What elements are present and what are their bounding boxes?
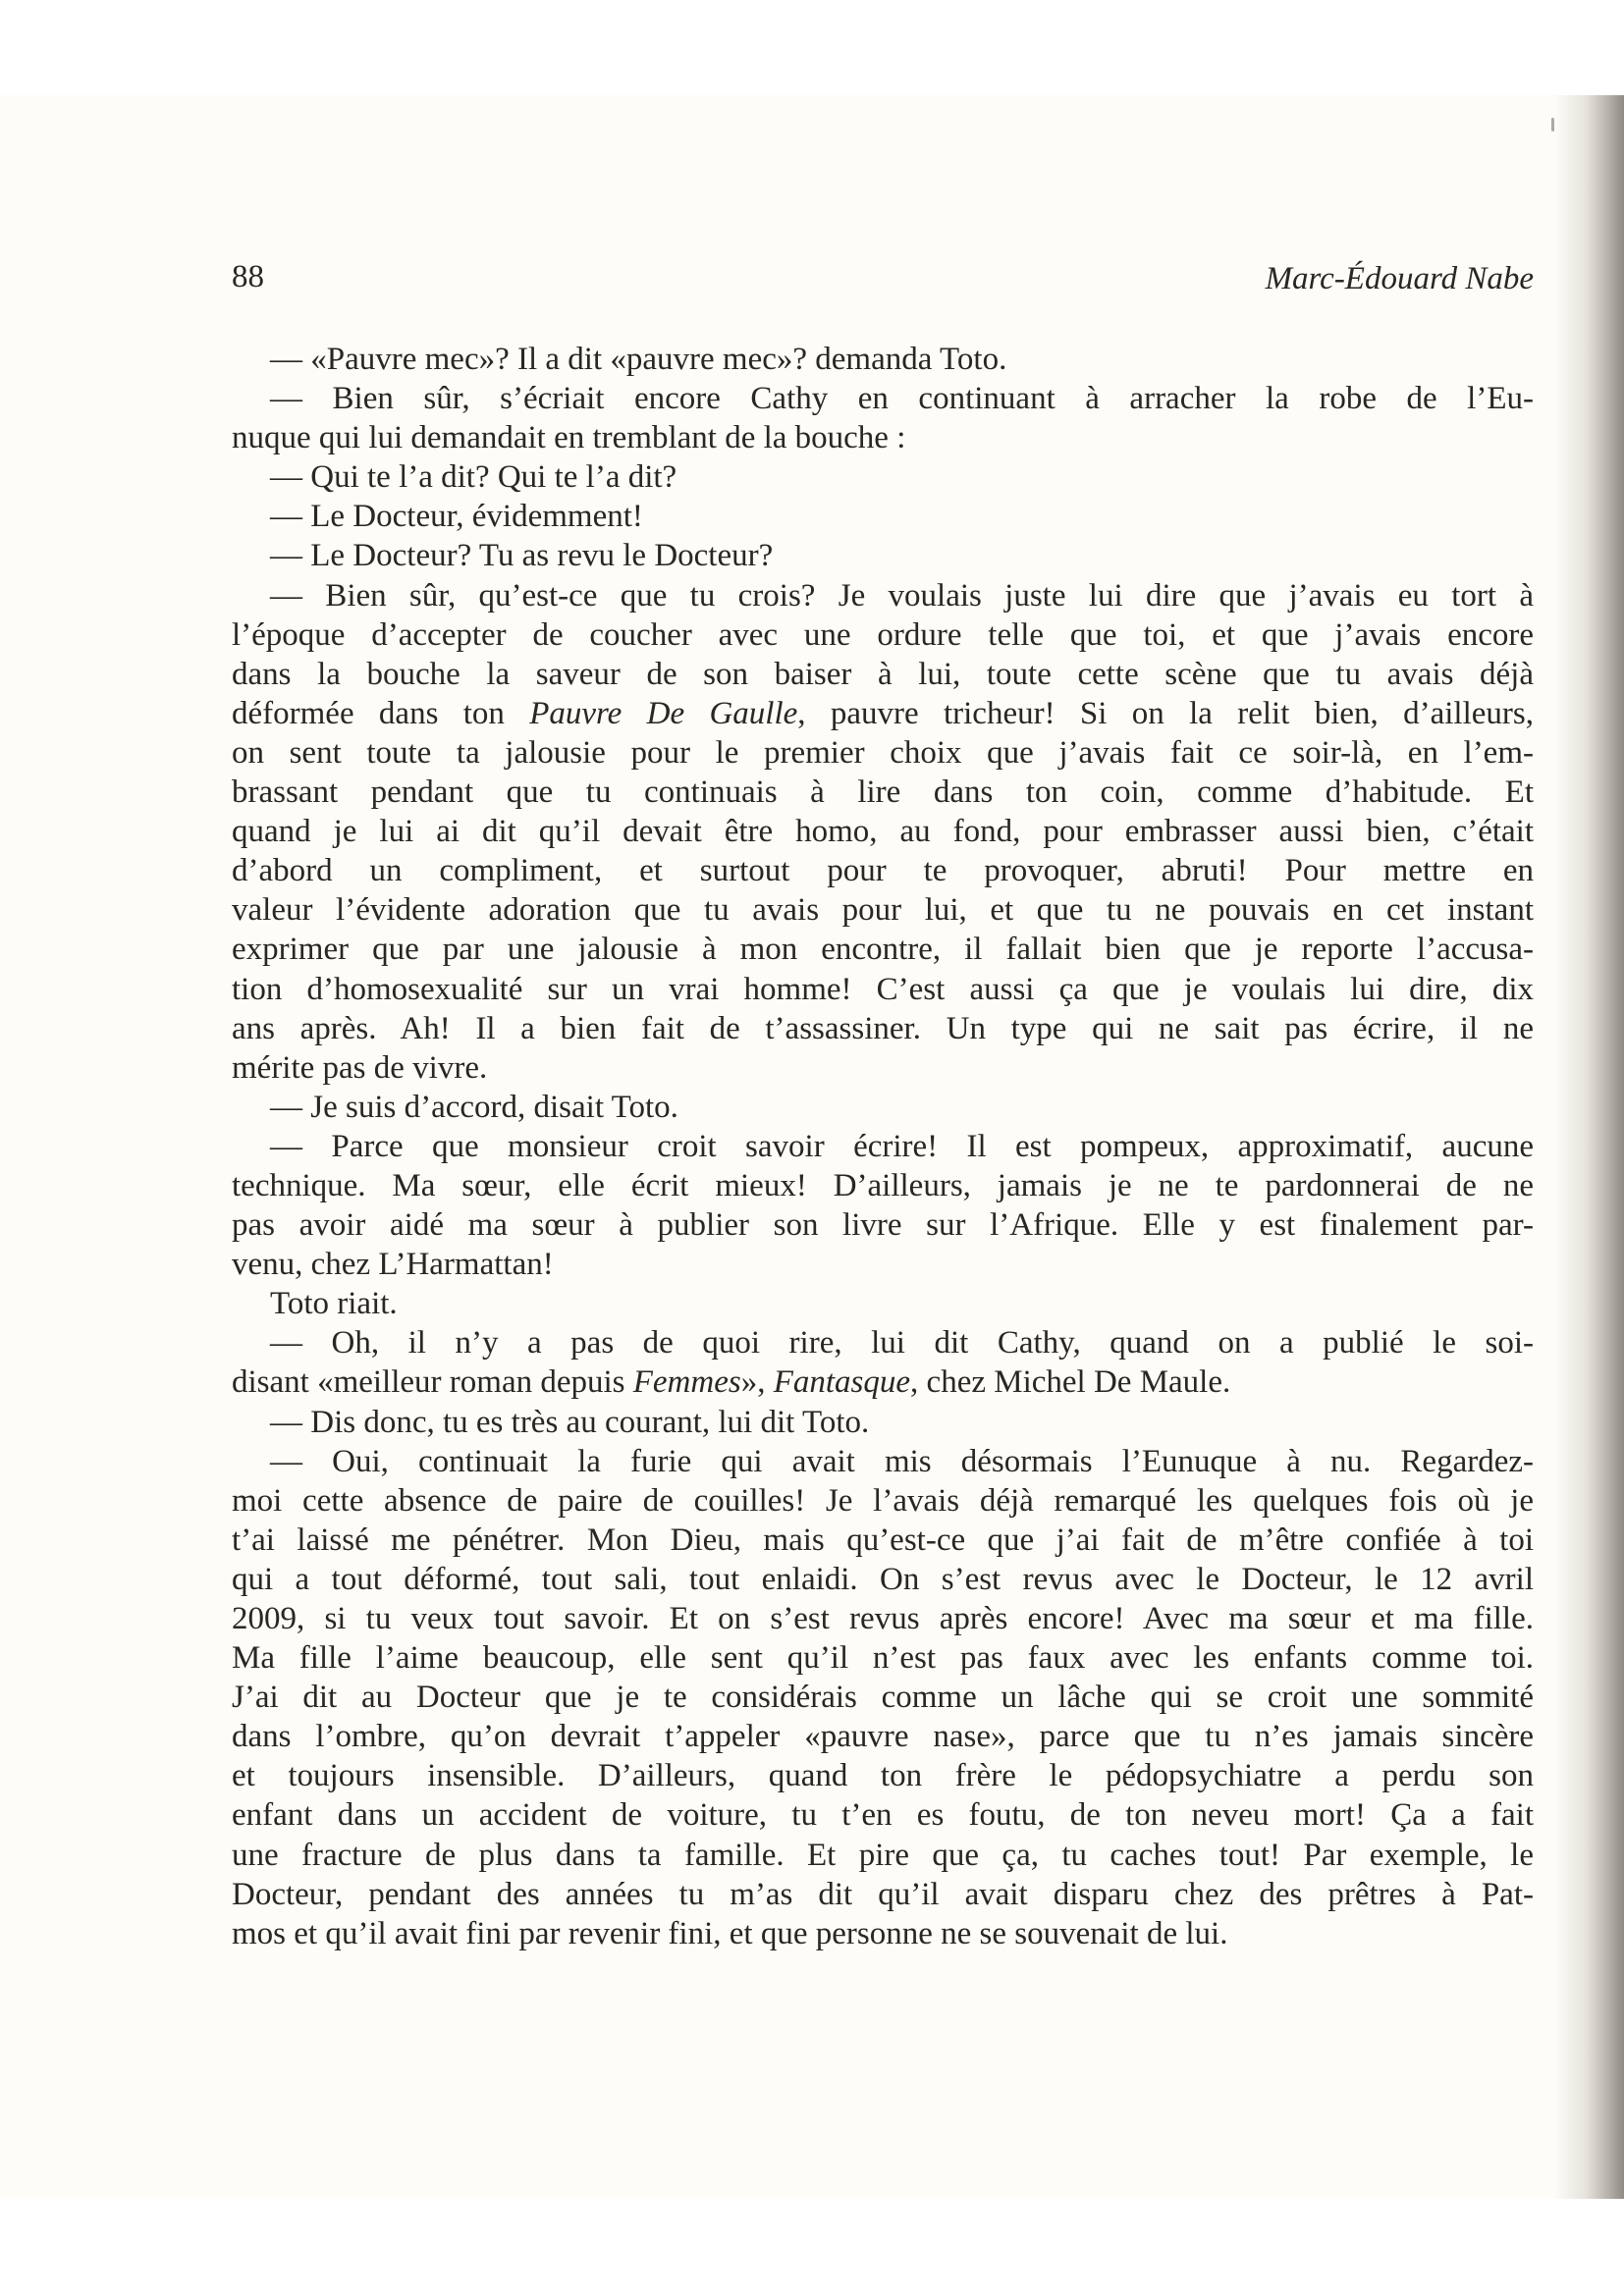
text-line xyxy=(232,733,1534,773)
text-line xyxy=(232,851,1534,890)
text-segment: dans la bouche la saveur de son baiser à lui, toute cette scène que tu avais déjà xyxy=(232,656,1534,692)
text-line xyxy=(232,1245,1534,1284)
text-segment: disant «meilleur roman depuis xyxy=(232,1364,633,1401)
text-segment: une fracture de plus dans ta famille. Et pire que ça, tu caches tout! Par exemple, le xyxy=(232,1837,1534,1873)
ink-speck xyxy=(1551,118,1554,132)
body-text xyxy=(232,340,1534,1953)
running-head xyxy=(232,257,1534,306)
text-line xyxy=(232,812,1534,851)
text-segment: ans après. Ah! Il a bien fait de t’assassiner. Un type qui ne sait pas écrire, il ne xyxy=(232,1010,1534,1046)
text-segment: tion d’homosexualité sur un vrai homme! C’est aussi ça que je voulais lui dire, dix xyxy=(232,971,1534,1007)
text-line xyxy=(232,457,1534,497)
text-line xyxy=(232,694,1534,733)
text-segment: dans l’ombre, qu’on devrait t’appeler «pauvre nase», parce que tu n’es jamais sincère xyxy=(232,1719,1534,1755)
text-line xyxy=(232,1756,1534,1795)
text-line xyxy=(232,930,1534,969)
text-segment: Toto riait. xyxy=(270,1286,398,1322)
text-segment: — Le Docteur? Tu as revu le Docteur? xyxy=(270,538,774,574)
text-line xyxy=(232,970,1534,1009)
running-head-author: Marc-Édouard Nabe xyxy=(1265,261,1534,296)
binding-shadow xyxy=(1555,95,1624,2199)
text-line xyxy=(232,1875,1534,1914)
text-segment: Ma fille l’aime beaucoup, elle sent qu’il n’est pas faux avec les enfants comme toi. xyxy=(232,1640,1534,1677)
text-segment: moi cette absence de paire de couilles! Je l’avais déjà remarqué les quelques fois où je xyxy=(232,1482,1534,1519)
text-segment: , pauvre tricheur! Si on la relit bien, d’ailleurs, xyxy=(797,695,1534,731)
text-line xyxy=(232,1284,1534,1323)
text-line xyxy=(232,655,1534,694)
text-segment: — Le Docteur, évidemment! xyxy=(270,499,643,535)
text-line xyxy=(232,890,1534,930)
text-segment: t’ai laissé me pénétrer. Mon Dieu, mais qu’est-ce que j’ai fait de m’être confiée à toi xyxy=(232,1522,1534,1558)
italic-title: Femmes xyxy=(632,1364,741,1401)
text-segment: mérite pas de vivre. xyxy=(232,1049,488,1086)
text-line xyxy=(232,497,1534,536)
text-segment: venu, chez L’Harmattan! xyxy=(232,1247,554,1283)
text-line xyxy=(232,536,1534,575)
text-segment: — Parce que monsieur croit savoir écrire! Il est pompeux, approximatif, aucune xyxy=(270,1128,1534,1164)
text-line xyxy=(232,1127,1534,1166)
text-line xyxy=(232,1914,1534,1953)
text-line xyxy=(232,773,1534,812)
text-line xyxy=(232,1442,1534,1481)
text-line xyxy=(232,340,1534,379)
text-line xyxy=(232,1795,1534,1835)
text-line xyxy=(232,1323,1534,1362)
text-segment: nuque qui lui demandait en tremblant de la bouche : xyxy=(232,420,906,456)
italic-title: Pauvre De Gaulle xyxy=(529,695,798,731)
text-segment: — Oh, il n’y a pas de quoi rire, lui dit Cathy, quand on a publié le soi- xyxy=(270,1325,1534,1362)
text-segment: , chez Michel De Maule. xyxy=(910,1364,1231,1401)
italic-title: Fantasque xyxy=(773,1364,911,1401)
text-line xyxy=(232,1836,1534,1875)
text-segment: — Qui te l’a dit? Qui te l’a dit? xyxy=(270,459,677,496)
text-line xyxy=(232,1205,1534,1245)
text-line xyxy=(232,1088,1534,1127)
text-segment: quand je lui ai dit qu’il devait être homo, au fond, pour embrasser aussi bien, c’était xyxy=(232,814,1534,850)
text-line xyxy=(232,418,1534,457)
text-segment: on sent toute ta jalousie pour le premier choix que j’avais fait ce soir-là, en l’em- xyxy=(232,734,1534,771)
text-segment: enfant dans un accident de voiture, tu t’en es foutu, de ton neveu mort! Ça a fait xyxy=(232,1797,1534,1834)
text-segment: — «Pauvre mec»? Il a dit «pauvre mec»? demanda Toto. xyxy=(270,342,1007,377)
text-segment: valeur l’évidente adoration que tu avais pour lui, et que tu ne pouvais en cet instant xyxy=(232,892,1534,929)
text-segment: brassant pendant que tu continuais à lire dans ton coin, comme d’habitude. Et xyxy=(232,774,1534,811)
text-segment: — Je suis d’accord, disait Toto. xyxy=(270,1089,678,1125)
text-line xyxy=(232,1599,1534,1638)
text-segment: — Dis donc, tu es très au courant, lui dit Toto. xyxy=(270,1404,870,1440)
text-segment: J’ai dit au Docteur que je te considérais comme un lâche qui se croit une sommité xyxy=(232,1680,1534,1716)
text-segment: exprimer que par une jalousie à mon encontre, il fallait bien que je reporte l’accusa- xyxy=(232,932,1534,968)
text-line xyxy=(232,1362,1534,1402)
text-line xyxy=(232,1717,1534,1756)
text-segment: 2009, si tu veux tout savoir. Et on s’est revus après encore! Avec ma sœur et ma fille. xyxy=(232,1601,1534,1636)
text-segment: — Oui, continuait la furie qui avait mis désormais l’Eunuque à nu. Regardez- xyxy=(270,1443,1534,1479)
text-line xyxy=(232,1560,1534,1599)
text-line xyxy=(232,1048,1534,1088)
text-line xyxy=(232,1678,1534,1717)
text-line xyxy=(232,1481,1534,1521)
text-segment: pas avoir aidé ma sœur à publier son livre sur l’Afrique. Elle y est finalement par- xyxy=(232,1207,1534,1244)
text-segment: », xyxy=(740,1364,774,1401)
text-line xyxy=(232,576,1534,615)
text-line xyxy=(232,615,1534,655)
text-line xyxy=(232,1638,1534,1678)
text-segment: qui a tout déformé, tout sali, tout enlaidi. On s’est revus avec le Docteur, le 12 avril xyxy=(232,1561,1534,1597)
text-segment: Docteur, pendant des années tu m’as dit qu’il avait disparu chez des prêtres à Pat- xyxy=(232,1876,1534,1912)
text-segment: déformée dans ton xyxy=(232,695,530,731)
text-line xyxy=(232,1521,1534,1560)
text-line xyxy=(232,1166,1534,1205)
page-number: 88 xyxy=(232,259,264,294)
text-segment: technique. Ma sœur, elle écrit mieux! D’ailleurs, jamais je ne te pardonnerai de ne xyxy=(232,1167,1534,1203)
text-line xyxy=(232,1403,1534,1442)
text-line xyxy=(232,379,1534,418)
text-line xyxy=(232,1009,1534,1048)
text-segment: — Bien sûr, qu’est-ce que tu crois? Je voulais juste lui dire que j’avais eu tort à xyxy=(270,577,1534,614)
text-segment: et toujours insensible. D’ailleurs, quand ton frère le pédopsychiatre a perdu son xyxy=(232,1758,1534,1794)
text-segment: l’époque d’accepter de coucher avec une ordure telle que toi, et que j’avais encore xyxy=(232,616,1534,653)
text-segment: — Bien sûr, s’écriait encore Cathy en continuant à arracher la robe de l’Eu- xyxy=(270,381,1534,417)
text-segment: d’abord un compliment, et surtout pour te provoquer, abruti! Pour mettre en xyxy=(232,853,1534,889)
text-segment: mos et qu’il avait fini par revenir fini, et que personne ne se souvenait de lui. xyxy=(232,1915,1228,1951)
